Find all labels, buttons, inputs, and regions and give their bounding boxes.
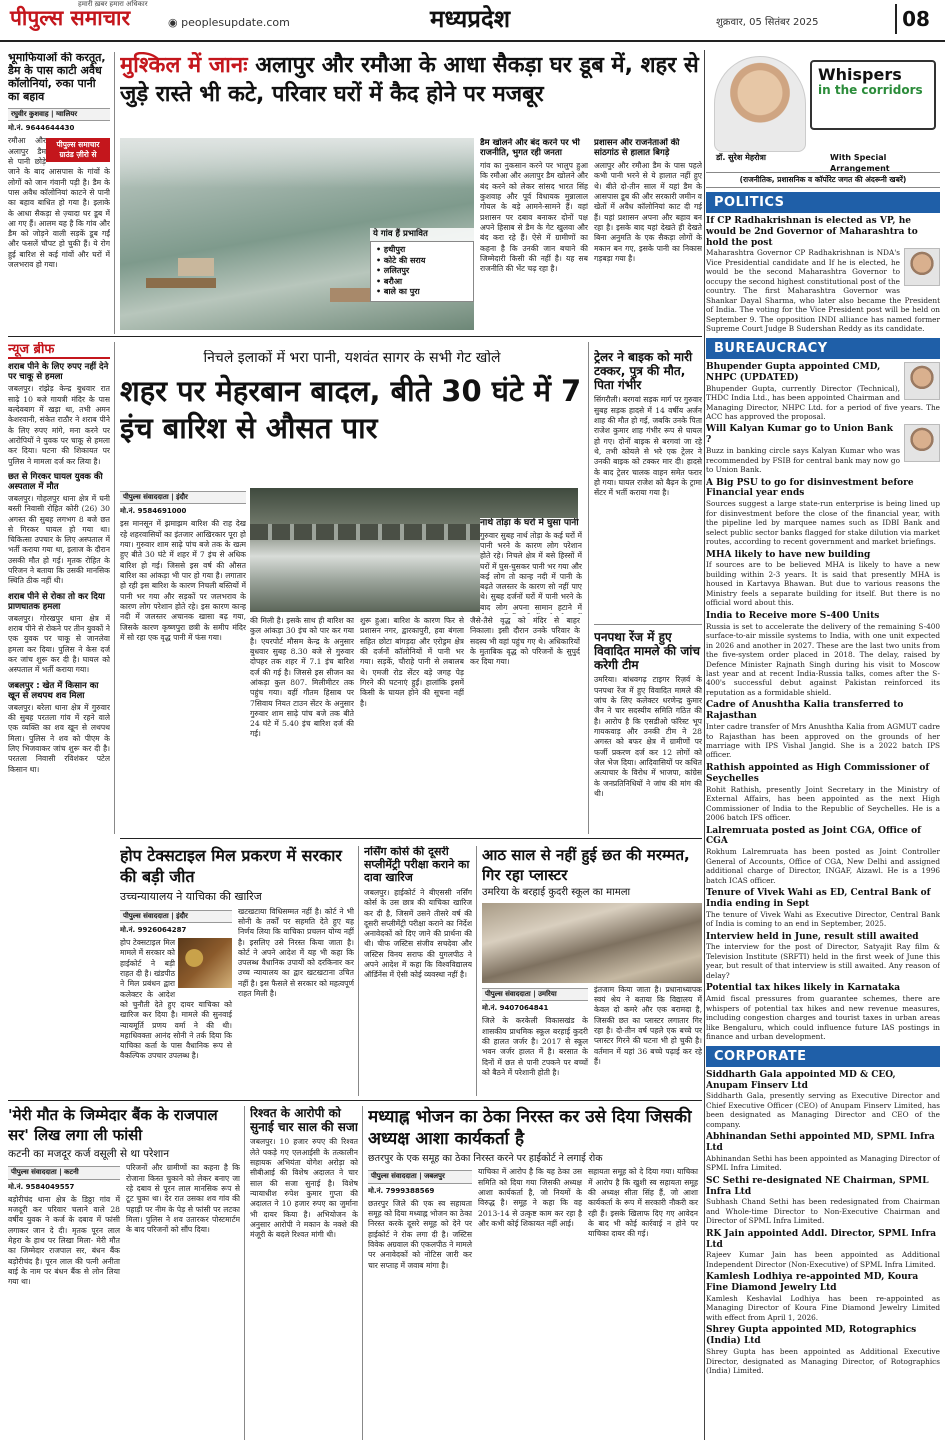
bureau-item: Cadre of Anushtha Kalia transferred to Rajasthan Inter cadre transfer of Mrs Anushtha Kalia from AGMUT cadre to Rajasthan has been approved on the grounds of her marriage with IPS Vishal Jangid. She is a 2022 batch IPS officer.: [706, 700, 940, 760]
suicide-story: 'मेरी मौत के जिम्मेदार बैंक के राजपाल सर' लिख लगा ली फांसी कटनी का मजदूर कर्ज वसूली से था परेशान पीपुल्स संवाददाता | कटनी मो.नं. 9584049557 बड़ोरीचंद थाना क्षेत्र के डिठ्ठा गांव में मजदूरी कर परिवार चलाने वाले 28 वर्षीय युवक ने कर्ज के दबाव में फांसी लगाकर जान दे दी। मृतक पूरन लाल मेहरा के हाथ पर लिखा मिला- मेरी मौत का जिम्मेदार राजपाल सर, बंधन बैंक बड़ोरीचंद है। पूरन लाल की पत्नी अनीता बाई के नाम पर बंधन बैंक से लोन लिया गया था। परिजनों और ग्रामीणों का कहना है कि रोजाना किस्त चुकाने को लेकर बनाए जा रहे दबाव से पूरन लाल मानसिक रूप से टूट चुका था। देर रात उसका शव गांव की पहाड़ी पर नीम के पेड़ से फांसी पर लटका मिला। पुलिस ने शव उतारकर पोस्टमार्टम के बाद परिजनों को सौंप दिया।: [8, 1106, 240, 1287]
rain-byline: पीपुल्स संवाददाता | इंदौर: [120, 491, 246, 504]
trailer-headline: ट्रेलर ने बाइक को मारी टक्कर, पुत्र की मौत, पिता गंभीर: [594, 350, 693, 393]
villages-title: ये गांव हैं प्रभावित: [370, 228, 474, 241]
nursing-headline: नर्सिंग कोर्स की दूसरी सप्लीमेंट्री परीक्षा कराने का दावा खारिज: [364, 846, 470, 884]
bribe-headline: रिश्वत के आरोपी को सुनाई चार साल की सजा: [250, 1106, 358, 1135]
bureau-item: Tenure of Vivek Wahi as ED, Central Bank of India ending in Sept The tenure of Vivek Wahi as Executive Director, Central Bank of India is coming to an end in September, 2025.: [706, 888, 940, 929]
gupta-photo: [904, 362, 940, 400]
bureau-item: A Big PSU to go for disinvestment before Financial year ends Sources suggest a large state-run enterprise is being lined up for disinvestment before the close of the financial year, with the pipeline led by marquee names such as IDBI Bank and select public sector banks flagged for stake dilution via market routes, according to recent government and market briefings.: [706, 477, 940, 547]
story-byline: रघुवीर कुशवाह | ग्वालियर: [8, 108, 110, 121]
villages-box: [370, 228, 474, 330]
bureaucracy-band: BUREAUCRACY: [706, 338, 940, 359]
hope-textile-story: होप टेक्सटाइल मिल प्रकरण में सरकार की बड़ी जीत उच्चन्यायालय ने याचिका की खारिज पीपुल्स संवाददाता | इंदौर मो.नं. 9926064287 होप टेक्सटाइल मिल मामले में सरकार को हाईकोर्ट ने बड़ी राहत दी है। खंडपीठ ने मिल प्रबंधन द्वारा कलेक्टर के आदेश को चुनौती देते हुए दायर याचिका को खारिज कर दिया है। मामले की सुनवाई न्यायमूर्ति प्रणय वर्मा ने की थी। महाधिवक्ता आनंद सोनी ने तर्क दिया कि याचिका कर्ता के पास वैधानिक रूप से वैकल्पिक उपचार उपलब्ध है। खटखटाया विधिसम्मत नहीं है। कोर्ट ने भी सोनी के तर्कों पर सहमति देते हुए यह निर्णय लिया कि याचिका प्रचलन योग्य नहीं है। इसलिए उसे निरस्त किया जाता है। कोर्ट ने अपने आदेश में यह भी कहा कि उपलब्ध वैधानिक उपायों को दरकिनार कर उच्च न्यायालय का द्वार खटखटाना उचित नहीं है। इस फैसले से सरकार को महत्वपूर्ण राहत मिली है।: [120, 846, 354, 1061]
whispers-column: [706, 50, 940, 1440]
politics-item: If CP Radhakrishnan is elected as VP, he would be 2nd Governor of Maharashtra to hold the post Maharashtra Governor CP Radhakrishnan is NDA's Vice Presidential candidate and If he is elected, he would be the second Maharashtra Governor to occupy the second highest constitutional post of the country. The first Maharashtra Governor was Shankar Dayal Sharma, who later also became the President of India. The voting for the Vice President post will be held on September 9. The opposition INDI alliance has named former Supreme Court Judge B Sudershan Reddy as its candidate.: [706, 216, 940, 334]
roof-byline: पीपुल्स संवाददाता | उमरिया: [482, 988, 588, 1001]
bureau-item: Potential tax hikes likely in Karnataka Amid fiscal pressures from guarantee schemes, there are whispers of potential tax hikes and new revenue measures, including congestion charges and tourist taxes in urban areas like Bengaluru, which could influence future IAS postings in finance and urban development.: [706, 983, 940, 1042]
corporate-item: SC Sethi re-designated NE Chairman, SPML Infra Ltd Subhash Chand Sethi has been redesignated from Chairman and Whole-time Director to Non-Executive Chairman and Director of SPML Infra Limited.: [706, 1175, 940, 1226]
village-item: • ललितपुर: [376, 266, 468, 277]
whispers-author: डॉ. सुरेश मेहरोत्रा: [716, 153, 766, 162]
ground-zero-badge: पीपुल्स समाचार ग्राउंड ज़ीरो से: [46, 138, 110, 162]
meal-headline: मध्याह्न भोजन का ठेका निरस्त कर उसे दिया जिसकी अध्यक्ष आशा कार्यकर्ता है: [368, 1107, 692, 1150]
lead-col3-head: प्रशासन और राजनेताओं की सांठगांठ से हालात बिगड़े: [594, 138, 680, 159]
panpatha-story: [594, 630, 702, 834]
nursing-body: जबलपुर। हाईकोर्ट ने बीएससी नर्सिंग कोर्स के उस छात्र की याचिका खारिज कर दी है, जिसमें उसने तीसरे वर्ष की दूसरी सप्लीमेंट्री परीक्षा कराने का निर्देश अनावेदकों को दिए जाने की प्रार्थना की थी। चीफ जस्टिस संजीव सचदेवा और जस्टिस विनय सराफ की युगलपीठ ने अपने आदेश में कहा कि विश्वविद्यालय ऑर्डिनेंस में ऐसी कोई व्यवस्था नहीं है।: [364, 887, 472, 980]
villages-list: [370, 241, 474, 302]
page-number: 08: [895, 4, 935, 34]
whispers-tagline: (राजनीतिक, प्रशासनिक व कॉर्पोरेट जगत की अंदरूनी खबरें): [706, 172, 940, 188]
governor-photo: [904, 248, 940, 286]
lead-col3-body: अलापुर और रमौआ डैम के पास पहले कभी पानी भरने से ये हालात नहीं हुए थे। बीते दो-तीन साल में यहां डैम के आसपास डूब की और सरकारी जमीन व खेतों में अवैध कॉलोनियां काट दी गई हैं। यहां प्रशासन अपना और बहाव बन रहा है। इसके बाद यहां देखते ही देखते बिना अनुमति के एक सैकड़ा लोगों के मकान बन गए, इसके पानी का निकास गड़बड़ा गया है।: [594, 161, 702, 263]
suicide-headline: 'मेरी मौत के जिम्मेदार बैंक के राजपाल सर' लिख लगा ली फांसी: [8, 1106, 218, 1144]
nursing-story: [364, 846, 472, 1096]
rain-column-3: शुरू हुआ। बारिश के कारण फिर से प्रशासन नगर, द्वारकापुरी, हवा बंगला सहित छोटा बांगड़दा और एरोड्रम क्षेत्र की दर्जनों कॉलोनियों में पानी भर गया। सड़कें, चौराहे पानी से लबालब थे। एमजी रोड सेंटर बड़े जगह पेड़ गिरने की घटनाएं हुईं। हालांकि इसमें किसी के घायल होने की सूचना नहीं है।: [360, 616, 464, 708]
corporate-item: Kamlesh Lodhiya re-appointed MD, Koura Fine Diamond Jewelry Ltd Kamlesh Keshavlal Lodhiya has been re-appointed as Managing Director of Koura Fine Diamond Jewelry Limited with effect from April 1, 2026.: [706, 1272, 940, 1322]
left-top-story: [8, 52, 110, 332]
bureau-item: Lalremruata posted as Joint CGA, Office of CGA Rokhum Lalremruata has been posted as Joint Controller General of Accounts, Office of CGA, New Delhi and assigned additional charge of Director, INGAF, Aizawl. He is a 1996 batch ICAS officer.: [706, 825, 940, 885]
rain-headline: शहर पर मेहरबान बादल, बीते 30 घंटे में 7 इंच बारिश से औसत पार: [120, 373, 582, 445]
corporate-item: Siddharth Gala appointed MD & CEO, Anupam Finserv Ltd Siddharth Gala, presently serving as Executive Director and Chief Executive Officer (CEO) of Anupam Finserv Limited, has been designated as Managing Director and CEO of the company.: [706, 1069, 940, 1129]
rain-kicker: निचले इलाकों में भरा पानी, यशवंत सागर के सभी गेट खोले: [203, 350, 501, 366]
gavel-photo: [178, 938, 232, 988]
story-body: रमौआ और अलापुर डैम से पानी छोड़े जाने के बाद आसपास के गांवों के लोगों को जान गंवानी पड़ी है। डैम के पास अवैध कॉलोनियां काटने से पानी का बहाव बाधित हो गया है। इलाके के आधा सैकड़ा से ज़्यादा घर डूब में आ गए हैं। आलम यह है कि गांव और डैम को जोड़ने वाली सड़कें डूब गईं और फसलें चौपट हो चुकी हैं। ये रोग हुई बारिश से कई गांवों और घरों में जलभराव हो गया।: [8, 136, 110, 270]
website-link[interactable]: ◉ peoplesupdate.com: [168, 16, 290, 29]
meal-sub: छतरपुर के एक समूह का ठेका निरस्त करने पर हाईकोर्ट ने लगाई रोक: [368, 1153, 603, 1165]
kalyan-photo: [904, 424, 940, 462]
trailer-story: [594, 350, 702, 620]
hope-headline: होप टेक्सटाइल मिल प्रकरण में सरकार की बड़ी जीत: [120, 846, 342, 886]
brief-item: शराब पीने से रोका तो कर दिया प्राणघातक हमला जबलपुर। गोरखपुर थाना क्षेत्र में शराब पीने से रोकने पर तीन युवकों ने एक युवक पर चाकू से जानलेवा हमला कर दिया। पुलिस ने केस दर्ज कर जांच शुरू कर दी है। घायल को अस्पताल में भर्ती कराया गया।: [8, 591, 110, 675]
lead-column-2: [480, 138, 588, 332]
village-item: • बरौआ: [376, 277, 468, 288]
suicide-mobile: मो.नं. 9584049557: [8, 1182, 75, 1191]
river-head: नार्थ तोड़ा के घरों में घुसा पानी: [480, 518, 579, 528]
corporate-band: CORPORATE: [706, 1046, 940, 1067]
roof-mobile: मो.नं. 9407064841: [482, 1004, 549, 1013]
rain-headline-block: [120, 350, 584, 470]
bribe-story: [250, 1106, 358, 1440]
hope-sub: उच्चन्यायालय ने याचिका की खारिज: [120, 889, 262, 903]
bureau-item: Bhupender Gupta appointed CMD, NHPC (UPDATED) Bhupender Gupta, currently Director (Technical), THDC India Ltd., has been appointed Chairman and Managing Director, NHPC Ltd. for a period of five years. The ACC has approved the proposal.: [706, 361, 940, 421]
lead-headline: मुश्किल में जानः अलापुर और रमौआ के आधा सैकड़ा घर डूब में, शहर से जुड़े रास्ते भी कटे, परिवार घरों में कैद होने पर मजबूर: [120, 53, 699, 107]
lead-headline-block: [120, 52, 700, 134]
lead-column-3: [594, 138, 702, 332]
bureau-item: Rathish appointed as High Commissioner of Seychelles Rohit Rathish, presently Joint Secretary in the Ministry of External Affairs, has been appointed as the next High Commissioner of India to the Republic of Seychelles. He is a 2006 batch IFS officer.: [706, 762, 940, 823]
author-portrait: [714, 56, 806, 152]
rain-mobile: मो.नं. 9584691000: [120, 507, 187, 516]
corporate-item: Abhinandan Sethi appointed MD, SPML Infra Ltd Abhinandan Sethi has been appointed as Managing Director of SPML Infra Limited.: [706, 1132, 940, 1173]
brief-item: शराब पीने के लिए रुपए नहीं देने पर चाकू से हमला जबलपुर। रांझेड़ केन्द्र बुधवार रात साढ़े 10 बजे गायत्री मंदिर के पास बल्देवबाग में खड़ा था, तभी अमन केशरवानी, संकेत राठौर ने शराब पीने के लिए रुपए मांगे, मना करने पर आरोपियों ने युवक पर चाकू से हमला कर दिया। घटना की शिकायत पर पुलिस ने मामला दर्ज कर लिया है।: [8, 362, 110, 466]
corporate-item: RK Jain appointed Addl. Director, SPML Infra Ltd Rajeev Kumar Jain has been appointed as Additional Independent Director (Non-Executive) of SPML Infra Limited.: [706, 1228, 940, 1269]
bureau-item: Will Kalyan Kumar go to Union Bank ? Buzz in banking circle says Kalyan Kumar who was recommended by FSIB for central bank may now go to Union Bank.: [706, 424, 940, 474]
river-subhead-block: नार्थ तोड़ा के घरों में घुसा पानी गुरुवार सुबह नार्थ तोड़ा के कई घरों में पानी भरने के कारण लोग परेशान होते रहे। निचले क्षेत्र में बसे हिस्सों में घरों में घुस-घुसकर पानी भर गया और कई लोग तो कान्ह नदी में पानी के बढ़ते जलस्तर के कारण सो नहीं पाए थे। सुबह दर्जनों घरों में पानी भरने के बाद लोग अपना सामान हटाने में: [480, 518, 582, 614]
roof-story: आठ साल से नहीं हुई छत की मरम्मत, गिर रहा प्लास्टर उमरिया के बरहाई कुदरी स्कूल का मामला पीपुल्स संवाददाता | उमरिया मो.नं. 9407064841 जिले के करकेली विकासखंड के शासकीय प्राथमिक स्कूल बरहाई कुदरी की हालत जर्जर है। 2017 से स्कूल भवन जर्जर हालत में है। बरसात के दिनों में छत से पानी टपकने पर बच्चों को बैठने में परेशानी होती है। इंतजाम किया जाता है। प्रधानाध्यापक स्वयं श्रेय ने बताया कि विद्यालय में केवल दो कमरे और एक बरामदा है, जिसकी छत का प्लास्टर लगातार गिर रहा है। दो-तीन वर्ष पहले एक बच्चे पर प्लास्टर गिरने की घटना भी हो चुकी है। वर्तमान में यहां 36 बच्चे पढ़ाई कर रहे हैं।: [482, 846, 702, 1077]
story-headline: भूमाफियाओं की करतूत, डैम के पास काटी अवैध कॉलोनियां, रुका पानी का बहाव: [8, 52, 106, 103]
roof-headline: आठ साल से नहीं हुई छत की मरम्मत, गिर रहा प्लास्टर: [482, 846, 690, 884]
suicide-byline: पीपुल्स संवाददाता | कटनी: [8, 1166, 120, 1179]
brand-logo: पीपुल्स समाचार: [10, 6, 131, 30]
dateline: शुक्रवार, 05 सितंबर 2025: [716, 17, 819, 28]
whispers-logo: Whispers in the corridors: [810, 60, 936, 130]
rain-column-1: [120, 488, 246, 833]
masthead: [0, 0, 945, 42]
lead-col2-head: डैम खोलने और बंद करने पर भी राजनीति, भुगत रही जनता: [480, 138, 580, 159]
politics-band: POLITICS: [706, 192, 940, 213]
globe-icon: ◉: [168, 16, 182, 29]
lead-col2-body: गांव का नुकसान करने पर भालुप हुआ कि रमौआ और अलापुर डैम खोलने और बंद करने को लेकर सांसद भारत सिंह कुशवाह और पूर्व विधायक मुन्नालाल गोयल के बड़े आमने-सामने हैं। वहां प्रशासन पर दबाव बनाकर दोनों पक्ष अपने हिसाब से डैम के गेट खुलवा और बंद करा रहे हैं। ऐसे में ग्रामीणों का कहना है कि उनकी जान बचाने की जिम्मेदारी किसी की नहीं है। यह सब राजनीति की भेंट चढ़ रहा है।: [480, 161, 588, 274]
meal-mobile: मो.नं. 7999388569: [368, 1186, 435, 1195]
roof-photo: [482, 903, 702, 983]
section-title: मध्यप्रदेश: [430, 5, 511, 33]
news-brief-label: न्यूज ब्रीफ: [8, 342, 110, 359]
rain-column-4: जैसे-तैसे वृद्ध को मंदिर से बाहर निकाला। इसी दौरान उनके परिवार के सदस्य भी वहां पहुंच गए थे। अधिकारियों के मुताबिक वृद्ध को परिजनों के सुपुर्द कर दिया गया।: [470, 616, 580, 667]
village-item: • हथीपुरा: [376, 245, 468, 256]
bureau-item: MHA likely to have new building If sources are to be believed MHA is likely to have a new building within 2-3 years. It is said that presently MHA is housed in Kartavya Bhawan. But due to various reasons the Ministry feels a separate building for itself. But there is no official word about this.: [706, 549, 940, 608]
suicide-sub: कटनी का मजदूर कर्ज वसूली से था परेशान: [8, 1148, 170, 1160]
bureau-item: Interview held in June, result still awaited The interview for the post of Director, Satyajit Ray film & Television Institute (SRFTI) held in the first week of June this year, but result of that interview is still awaited. Any reason of delay?: [706, 931, 940, 980]
rain-body-1: इस मानसून में झमाझम बारिश की राह देख रहे शहरवासियों का इंतजार आखिरकार पूरा हो गया। गुरुवार शाम साढ़े पांच बजे तक के खत्म हुए बीते 30 घंटे में शहर में 7 इंच से अधिक बारिश हो गई। जिससे इस वर्ष की औसत बारिश का आंकड़ा भी पार हो गया है। लगातार हो रही इस बारिश के कारण निचली बस्तियों में पानी भर गया और सड़कों पर जलभराव के कारण लोग परेशान होते रहे। इस कारण कान्ह नदी में जलस्तर अचानक खासा बढ़ गया, जिसके कारण कृष्णपुरा छत्री के समीप मंदिर में सो रहा एक वृद्ध पानी में फंस गया।: [120, 519, 246, 642]
meal-byline: पीपुल्स संवाददाता | जबलपुर: [368, 1170, 472, 1183]
village-item: • बाले का पुरा: [376, 287, 468, 298]
panpatha-body: उमरिया। बांधवगढ़ टाइगर रिज़र्व के पनपथा रेंज में हुए विवादित मामले की जांच के लिए कलेक्टर धरणेन्द्र कुमार जैन ने चार सदस्यीय समिति गठित की है। आरोप है कि एसडीओ फॉरेस्ट भूप गायकवाड़ और उनकी टीम ने 28 अगस्त को बफर क्षेत्र में ग्रामीणों पर फर्जी प्रकरण दर्ज कर 12 लोगों को जेल भेज दिया। आदिवासियों पर कथित अत्याचार के विरोध में भाजपा, कांग्रेस के जनप्रतिनिधियों ने जांच की मांग की थी।: [594, 675, 702, 798]
roof-sub: उमरिया के बरहाई कुदरी स्कूल का मामला: [482, 887, 631, 898]
hope-byline: पीपुल्स संवाददाता | इंदौर: [120, 910, 232, 923]
brief-item: छत से गिरकर घायल युवक की अस्पताल में मौत जबलपुर। गोहलपुर थाना क्षेत्र में घनी बस्ती निवासी रोहित कोरी (26) 30 अगस्त की सुबह लगभग 8 बजे छत से गिरकर घायल हो गया था। चिकित्सा उपचार के लिए अस्पताल में भर्ती कराया गया था, इलाज के दौरान उसकी मौत हो गई। मृतक रोहित के परिजन ने बताया कि उसकी मानसिक स्थिति ठीक नहीं थी।: [8, 471, 110, 586]
brand-tagline: हमारी ख़बर हमारा अधिकार: [78, 0, 148, 8]
brief-item: जबलपुर : खेत में किसान का खून से लथपथ शव मिला जबलपुर। बरेला थाना क्षेत्र में गुरुवार की सुबह परतला गांव में रहने वाले एक व्यक्ति का शव खून से लथपथ मिला। पुलिस ने शव को पीएम के लिए भिजवाकर जांच शुरू कर दी है। परतला निवासी रविशंकर पटेल किसान था।: [8, 680, 110, 774]
meal-story: मध्याह्न भोजन का ठेका निरस्त कर उसे दिया जिसकी अध्यक्ष आशा कार्यकर्ता है छतरपुर के एक समूह का ठेका निरस्त करने पर हाईकोर्ट ने लगाई रोक पीपुल्स संवाददाता | जबलपुर मो.नं. 7999388569 छतरपुर जिले की एक स्व सहायता समूह को दिया मध्याह्न भोजन का ठेका निरस्त करके दूसरे समूह को देने पर हाईकोर्ट ने रोक लगा दी है। जस्टिस विवेक अग्रवाल की एकलपीठ ने मामले पर अनावेदकों को नोटिस जारी कर चार सप्ताह में जवाब मांगा है। याचिका में आरोप है कि यह ठेका उस समिति को दिया गया जिसकी अध्यक्ष आशा कार्यकर्ता है, जो नियमों के विरुद्ध है। समूह ने कहा कि वह 2013-14 से उत्कृष्ट काम कर रहा है और कभी कोई शिकायत नहीं आई। सहायता समूह को दे दिया गया। याचिका में आरोप है कि खुशी स्व सहायता समूह की अध्यक्ष सीता सिंह हैं, जो आशा कार्यकर्ता के रूप में सरकारी नौकरी कर रही हैं। इसके खिलाफ दिए गए आवेदन के बाद भी कोई कार्रवाई न होने पर याचिका दायर की गई।: [368, 1106, 702, 1440]
rain-column-2: की मिली है। इसके साथ ही बारिश का कुल आंकड़ा 30 इंच को पार कर गया है। एयरपोर्ट मौसम केन्द्र के अनुसार बुधवार सुबह 8.30 बजे से गुरुवार दोपहर तक शहर में 7.1 इंच बारिश दर्ज की गई है। जिससे इस सीजन का आंकड़ा कुल 807. मिलीमीटर तक पहुंच गया। वहीं गौतम हिसाब पर 7सिवाय नियत टाउन सेंटर के अनुसार गुरुवार शाम साढ़े पांच बजे तक बीते 24 घंटे में 5.40 इंच बारिश दर्ज की गई।: [250, 616, 354, 739]
news-brief-column: [8, 342, 110, 1072]
panpatha-headline: पनपथा रेंज में हुए विवादित मामले की जांच करेगी टीम: [594, 630, 700, 673]
bribe-body: जबलपुर। 10 हजार रुपए की रिश्वत लेते पकड़े गए एलआईसी के तत्कालीन सहायक अभियंता योगेश अरोड़ा को सीबीआई की विशेष अदालत ने चार साल की सजा सुनाई है। विशेष न्यायाधीश रुपेश कुमार गुप्ता की अदालत ने 10 हजार रुपए का जुर्माना भी दायर किया है। अभियोजन के अनुसार आरोपी ने मकान के नक्शे की मंजूरी के बदले रिश्वत मांगी थी।: [250, 1137, 358, 1240]
village-item: • कोटे की सराय: [376, 256, 468, 267]
hope-mobile: मो.नं. 9926064287: [120, 925, 187, 934]
trailer-body: सिंगरौली। बरगवां सड़क मार्ग पर गुरुवार सुबह सड़क हादसे में 14 वर्षीय अर्जन शाह की मौत हो गई, जबकि उनके पिता राजेश कुमार शाह गंभीर रूप से घायल हो गए। दोनों बाइक से बरगवां जा रहे थे, तभी कोयले से भरे एक ट्रेलर ने उनकी बाइक को टक्कर मार दी। हादसे के बाद ट्रेलर चालक वाहन समेत फरार हो गया। घायल राजेश को बैढ़न के ट्रामा सेंटर में भर्ती कराया गया है।: [594, 395, 702, 498]
story-mobile: मो.नं. 9644644430: [8, 124, 75, 133]
bureau-item: India to Receive more S-400 Units Russia is set to accelerate the delivery of the remaining S-400 surface-to-air missile systems to India, with one unit expected in 2026 and another in 2027. These are the last two units from the five-system order placed in 2018. The delay, raised by Defence Minister Rajnath Singh during his visit to Moscow last year and at recent India-Russia talks, comes after the S-400's successful debut against Pakistan reinforced its reputation as a formidable shield.: [706, 610, 940, 697]
corporate-item: Shrey Gupta appointed MD, Rotographics (India) Ltd Shrey Gupta has been appointed as Additional Executive Director, designated as Managing Director, of Rotographics (India) Limited.: [706, 1325, 940, 1376]
whispers-header: [706, 50, 940, 172]
whispers-arrangement: With Special Arrangement: [830, 153, 890, 173]
